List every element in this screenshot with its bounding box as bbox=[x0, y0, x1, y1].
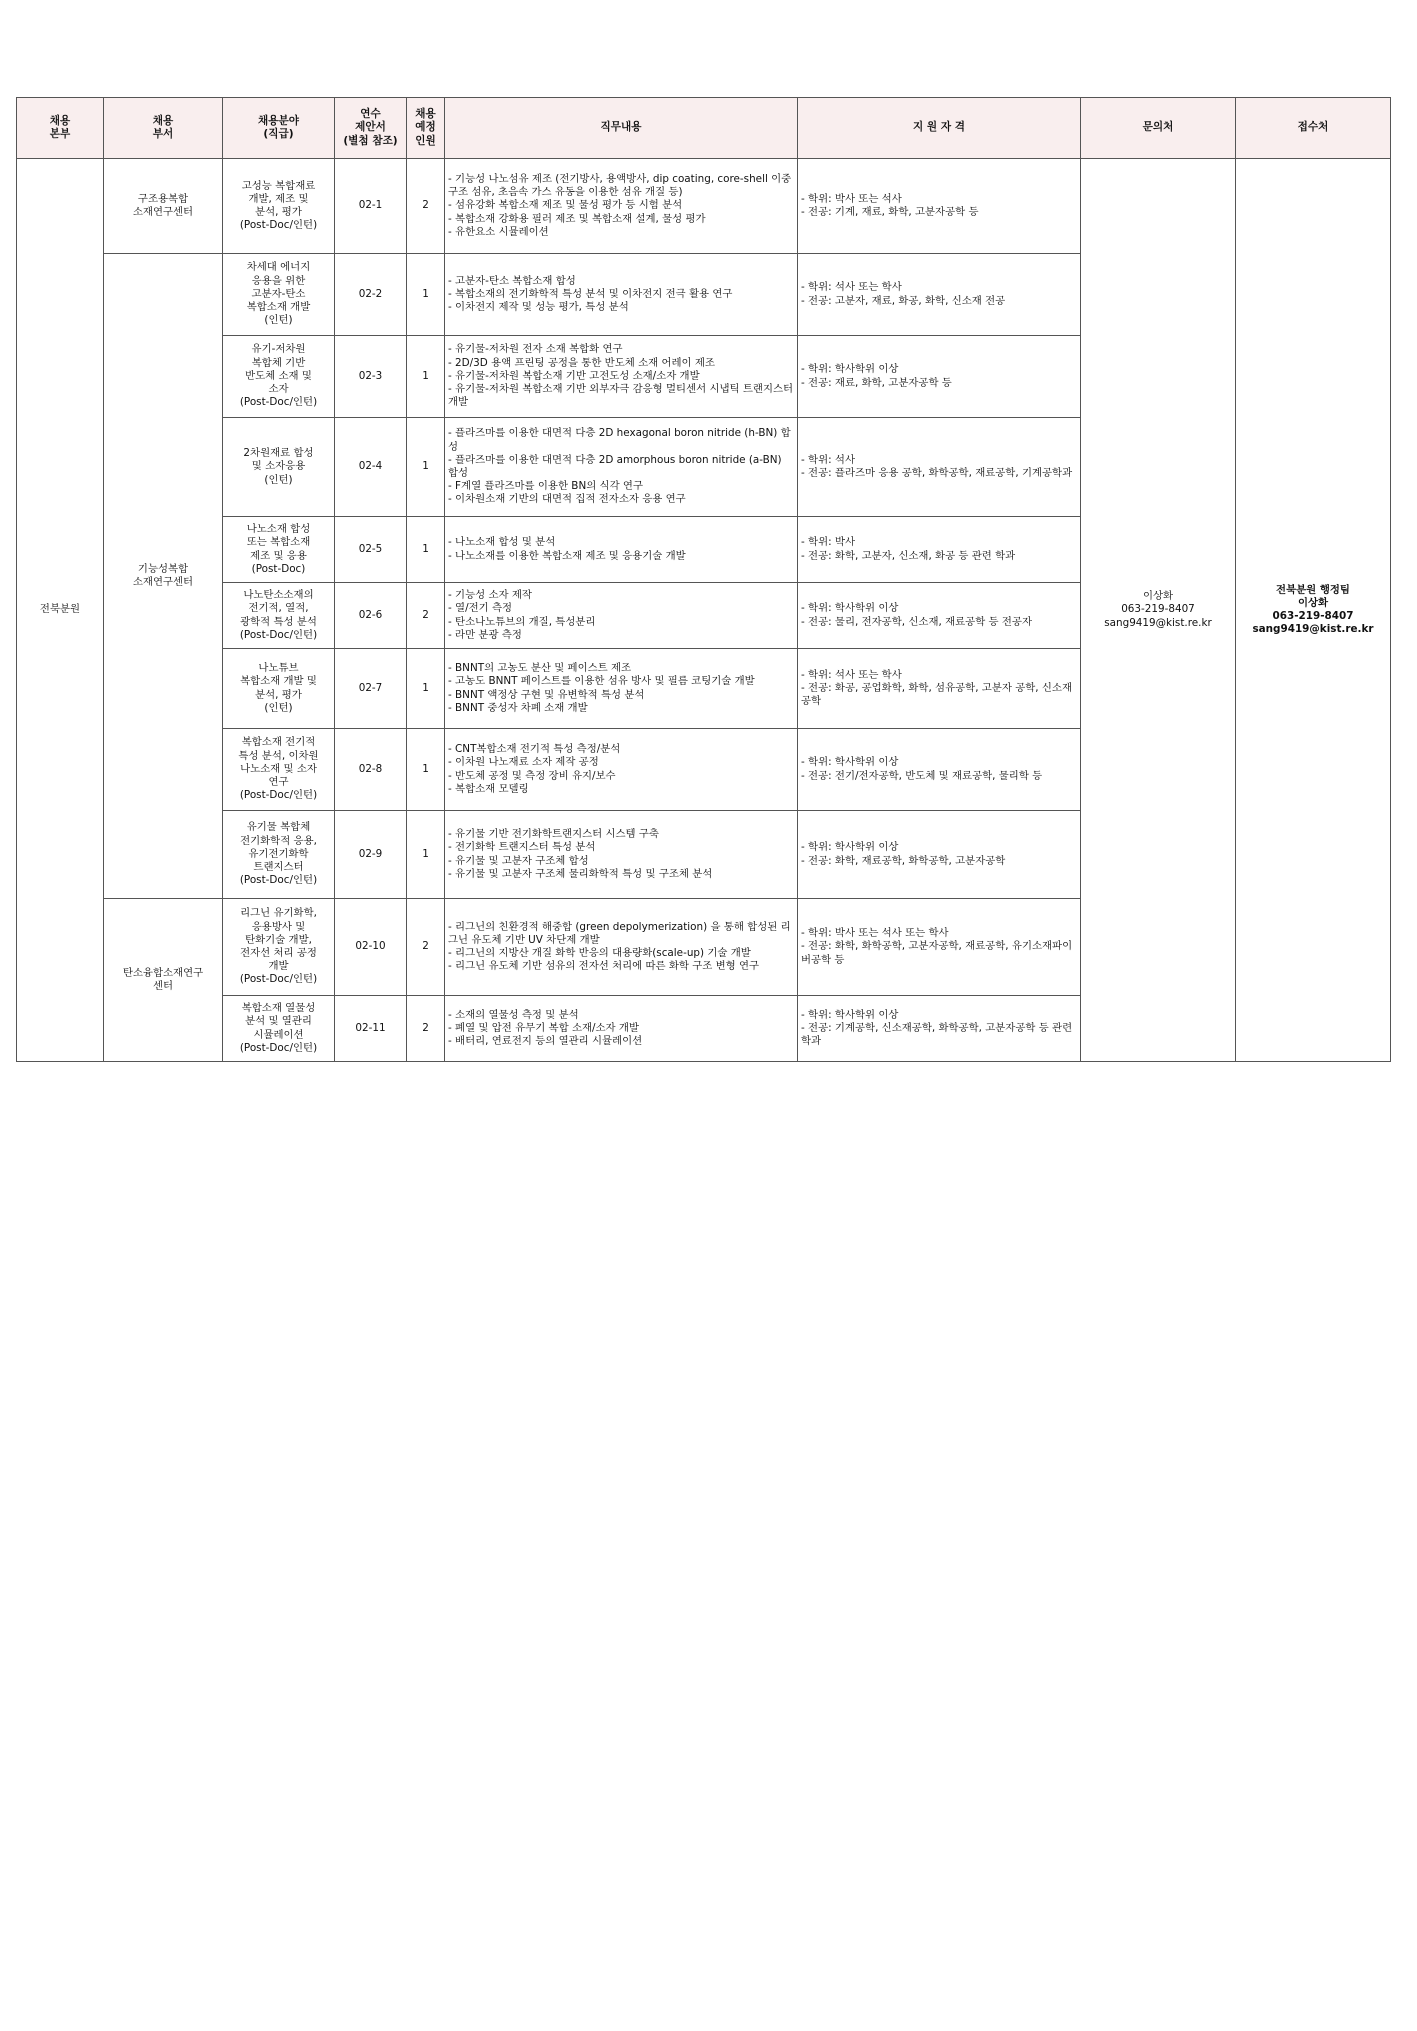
headcount-cell: 1 bbox=[407, 811, 445, 899]
qualification-cell bbox=[798, 899, 1081, 996]
duty-line: - 나노소재 합성 및 분석 bbox=[448, 536, 556, 549]
header-row bbox=[17, 98, 1391, 159]
duties-cell bbox=[445, 583, 798, 649]
duty-line: - 반도체 공정 및 측정 장비 유지/보수 bbox=[448, 769, 616, 782]
header-reception: 접수처 bbox=[1236, 98, 1391, 159]
qualification-cell bbox=[798, 583, 1081, 649]
duty-line: - 유기물 기반 전기화학트랜지스터 시스템 구축 bbox=[448, 828, 659, 841]
field-cell: 나노소재 합성 또는 복합소재 제조 및 응용 (Post-Doc) bbox=[223, 517, 335, 583]
field-cell: 나노튜브 복합소재 개발 및 분석, 평가 (인턴) bbox=[223, 649, 335, 729]
field-cell: 유기물 복합체 전기화학적 응용, 유기전기화학 트랜지스터 (Post-Doc/인턴) bbox=[223, 811, 335, 899]
duty-line: - 2D/3D 용액 프린팅 공정을 통한 반도체 소재 어레이 제조 bbox=[448, 356, 715, 369]
proposal-code-cell: 02-11 bbox=[335, 996, 407, 1062]
qualification-line: - 전공: 화학, 화학공학, 고분자공학, 재료공학, 유기소재파이버공학 등 bbox=[801, 940, 1073, 966]
duty-line: - 리그닌의 친환경적 해중합 (green depolymerization) 을 통해 합성된 리그닌 유도체 기반 UV 차단제 개발 bbox=[448, 920, 791, 946]
duty-line: - 복합소재 강화용 필러 제조 및 복합소재 설계, 물성 평가 bbox=[448, 212, 706, 225]
qualification-line: - 전공: 화학, 재료공학, 화학공학, 고분자공학 bbox=[801, 854, 1006, 867]
duty-line: - 이차전지 제작 및 성능 평가, 특성 분석 bbox=[448, 301, 629, 314]
department-cell: 구조용복합 소재연구센터 bbox=[104, 159, 223, 254]
qualification-cell bbox=[798, 517, 1081, 583]
qualification-line: - 전공: 기계공학, 신소재공학, 화학공학, 고분자공학 등 관련학과 bbox=[801, 1021, 1073, 1048]
qualification-cell bbox=[798, 649, 1081, 729]
duty-line: - 기능성 나노섬유 제조 (전기방사, 용액방사, dip coating, core-shell 이중구조 섬유, 초음속 가스 유동을 이용한 섬유 개질 등) bbox=[448, 172, 792, 199]
proposal-code-cell: 02-4 bbox=[335, 418, 407, 517]
qualification-cell bbox=[798, 418, 1081, 517]
qualification-line: - 전공: 화학, 고분자, 신소재, 화공 등 관련 학과 bbox=[801, 549, 1016, 562]
header-duties: 직무내용 bbox=[445, 98, 798, 159]
duties-cell bbox=[445, 899, 798, 996]
duty-line: - 유기물-저차원 복합소재 기반 고전도성 소재/소자 개발 bbox=[448, 369, 700, 382]
duty-line: - 배터리, 연료전지 등의 열관리 시뮬레이션 bbox=[448, 1035, 643, 1048]
duty-line: - 유기물 및 고분자 구조체 합성 bbox=[448, 854, 589, 867]
table-row bbox=[17, 159, 1391, 254]
reception-cell: 전북분원 행정팀 이상화 063-219-8407 sang9419@kist.re.kr bbox=[1236, 159, 1391, 1062]
proposal-code-cell: 02-5 bbox=[335, 517, 407, 583]
qualification-line: - 학위: 학사학위 이상 bbox=[801, 756, 899, 769]
field-cell: 유기-저차원 복합체 기반 반도체 소재 및 소자 (Post-Doc/인턴) bbox=[223, 336, 335, 418]
duty-line: - BNNT 중성자 차폐 소재 개발 bbox=[448, 701, 588, 714]
proposal-code-cell: 02-8 bbox=[335, 729, 407, 811]
qualification-line: - 학위: 학사학위 이상 bbox=[801, 602, 899, 615]
duty-line: - 유기물-저차원 전자 소재 복합화 연구 bbox=[448, 343, 623, 356]
field-cell: 복합소재 전기적 특성 분석, 이차원 나노소재 및 소자 연구 (Post-Doc/인턴) bbox=[223, 729, 335, 811]
headcount-cell: 1 bbox=[407, 729, 445, 811]
duty-line: - 이차원소재 기반의 대면적 집적 전자소자 응용 연구 bbox=[448, 493, 686, 506]
duty-line: - 열/전기 측정 bbox=[448, 602, 513, 615]
qualification-line: - 학위: 학사학위 이상 bbox=[801, 1008, 899, 1021]
qualification-line: - 전공: 플라즈마 응용 공학, 화학공학, 재료공학, 기계공학과 bbox=[801, 467, 1073, 479]
qualification-line: - 전공: 기계, 재료, 화학, 고분자공학 등 bbox=[801, 206, 979, 218]
qualification-line: - 전공: 재료, 화학, 고분자공학 등 bbox=[801, 376, 952, 389]
header-department: 채용 부서 bbox=[104, 98, 223, 159]
qualification-line: - 학위: 석사 또는 학사 bbox=[801, 281, 902, 294]
qualification-cell bbox=[798, 254, 1081, 336]
header-proposal: 연수 제안서 (별첨 참조) bbox=[335, 98, 407, 159]
duty-line: - 탄소나노튜브의 개질, 특성분리 bbox=[448, 615, 596, 628]
header-division: 채용 본부 bbox=[17, 98, 104, 159]
proposal-code-cell: 02-2 bbox=[335, 254, 407, 336]
duty-line: - 유기물-저차원 복합소재 기반 외부자극 감응형 멀티센서 시냅틱 트랜지스터 개발 bbox=[448, 383, 794, 409]
field-cell: 나노탄소소재의 전기적, 열적, 광학적 특성 분석 (Post-Doc/인턴) bbox=[223, 583, 335, 649]
duty-line: - BNNT의 고농도 분산 및 페이스트 제조 bbox=[448, 662, 632, 675]
duty-line: - 플라즈마를 이용한 대면적 다층 2D hexagonal boron nitride (h-BN) 합성 bbox=[448, 427, 791, 453]
qualification-line: - 학위: 학사학위 이상 bbox=[801, 363, 899, 376]
duty-line: - 복합소재 모델링 bbox=[448, 782, 529, 795]
field-cell: 2차원재료 합성 및 소자응용 (인턴) bbox=[223, 418, 335, 517]
duty-line: - 복합소재의 전기화학적 특성 분석 및 이차전지 전극 활용 연구 bbox=[448, 287, 733, 300]
duties-cell bbox=[445, 811, 798, 899]
duty-line: - F계열 플라즈마를 이용한 BN의 식각 연구 bbox=[448, 480, 644, 493]
qualification-cell bbox=[798, 811, 1081, 899]
qualification-line: - 학위: 학사학위 이상 bbox=[801, 841, 899, 854]
proposal-code-cell: 02-10 bbox=[335, 899, 407, 996]
duties-cell bbox=[445, 729, 798, 811]
duties-cell bbox=[445, 649, 798, 729]
qualification-line: - 전공: 화공, 공업화학, 화학, 섬유공학, 고분자 공학, 신소재 공학 bbox=[801, 681, 1073, 708]
duties-cell bbox=[445, 517, 798, 583]
duty-line: - 리그닌 유도체 기반 섬유의 전자선 처리에 따른 화학 구조 변형 연구 bbox=[448, 960, 760, 973]
headcount-cell: 1 bbox=[407, 418, 445, 517]
proposal-code-cell: 02-1 bbox=[335, 159, 407, 254]
field-cell: 고성능 복합재료 개발, 제조 및 분석, 평가 (Post-Doc/인턴) bbox=[223, 159, 335, 254]
headcount-cell: 1 bbox=[407, 517, 445, 583]
qualification-line: - 학위: 박사 또는 석사 bbox=[801, 192, 902, 205]
duty-line: - 플라즈마를 이용한 대면적 다층 2D amorphous boron nitride (a-BN) 합성 bbox=[448, 453, 782, 479]
header-contact: 문의처 bbox=[1081, 98, 1236, 159]
duty-line: - CNT복합소재 전기적 특성 측정/분석 bbox=[448, 743, 621, 756]
recruitment-table bbox=[16, 97, 1391, 1062]
proposal-code-cell: 02-7 bbox=[335, 649, 407, 729]
proposal-code-cell: 02-6 bbox=[335, 583, 407, 649]
headcount-cell: 1 bbox=[407, 254, 445, 336]
header-qualifications: 지 원 자 격 bbox=[798, 98, 1081, 159]
headcount-cell: 2 bbox=[407, 996, 445, 1062]
field-cell: 리그닌 유기화학, 응용방사 및 탄화기술 개발, 전자선 처리 공정 개발 (Post-Doc/인턴) bbox=[223, 899, 335, 996]
qualification-line: - 전공: 물리, 전자공학, 신소재, 재료공학 등 전공자 bbox=[801, 615, 1032, 628]
qualification-cell bbox=[798, 729, 1081, 811]
duty-line: - 폐열 및 압전 유무기 복합 소재/소자 개발 bbox=[448, 1021, 639, 1034]
department-cell: 탄소융합소재연구 센터 bbox=[104, 899, 223, 1062]
table-body bbox=[17, 159, 1391, 1062]
proposal-code-cell: 02-3 bbox=[335, 336, 407, 418]
division-cell: 전북분원 bbox=[17, 159, 104, 1062]
qualification-cell bbox=[798, 996, 1081, 1062]
duty-line: - 유기물 및 고분자 구조체 물리화학적 특성 및 구조체 분석 bbox=[448, 867, 713, 880]
qualification-line: - 학위: 박사 bbox=[801, 536, 856, 549]
duty-line: - 나노소재를 이용한 복합소재 제조 및 응용기술 개발 bbox=[448, 549, 686, 562]
proposal-code-cell: 02-9 bbox=[335, 811, 407, 899]
duties-cell bbox=[445, 418, 798, 517]
duty-line: - 고농도 BNNT 페이스트를 이용한 섬유 방사 및 필름 코팅기술 개발 bbox=[448, 675, 755, 688]
qualification-line: - 전공: 전기/전자공학, 반도체 및 재료공학, 물리학 등 bbox=[801, 769, 1043, 782]
duties-cell bbox=[445, 336, 798, 418]
qualification-line: - 학위: 박사 또는 석사 또는 학사 bbox=[801, 927, 949, 940]
duty-line: - 소재의 열물성 측정 및 분석 bbox=[448, 1008, 579, 1021]
headcount-cell: 1 bbox=[407, 336, 445, 418]
headcount-cell: 1 bbox=[407, 649, 445, 729]
qualification-line: - 학위: 석사 bbox=[801, 453, 856, 466]
field-cell: 차세대 에너지 응용을 위한 고분자-탄소 복합소재 개발 (인턴) bbox=[223, 254, 335, 336]
qualification-line: - 전공: 고분자, 재료, 화공, 화학, 신소재 전공 bbox=[801, 294, 1006, 307]
duty-line: - 라만 분광 측정 bbox=[448, 628, 522, 641]
duty-line: - 고분자-탄소 복합소재 합성 bbox=[448, 274, 576, 287]
field-cell: 복합소재 열물성 분석 및 열관리 시뮬레이션 (Post-Doc/인턴) bbox=[223, 996, 335, 1062]
duty-line: - 이차원 나노재료 소자 제작 공정 bbox=[448, 756, 599, 769]
duties-cell bbox=[445, 996, 798, 1062]
department-cell: 기능성복합 소재연구센터 bbox=[104, 254, 223, 899]
duty-line: - 리그닌의 지방산 개질 화학 반응의 대용량화(scale-up) 기술 개발 bbox=[448, 947, 751, 959]
contact-cell: 이상화 063-219-8407 sang9419@kist.re.kr bbox=[1081, 159, 1236, 1062]
duty-line: - 기능성 소자 제작 bbox=[448, 589, 532, 602]
header-count: 채용 예정 인원 bbox=[407, 98, 445, 159]
duty-line: - 섬유강화 복합소재 제조 및 물성 평가 등 시험 분석 bbox=[448, 199, 683, 212]
qualification-line: - 학위: 석사 또는 학사 bbox=[801, 668, 902, 681]
qualification-cell bbox=[798, 336, 1081, 418]
duties-cell bbox=[445, 159, 798, 254]
headcount-cell: 2 bbox=[407, 159, 445, 254]
headcount-cell: 2 bbox=[407, 899, 445, 996]
duties-cell bbox=[445, 254, 798, 336]
headcount-cell: 2 bbox=[407, 583, 445, 649]
duty-line: - 전기화학 트랜지스터 특성 분석 bbox=[448, 841, 596, 854]
qualification-cell bbox=[798, 159, 1081, 254]
header-field: 채용분야 (직급) bbox=[223, 98, 335, 159]
duty-line: - BNNT 액정상 구현 및 유변학적 특성 분석 bbox=[448, 688, 645, 701]
duty-line: - 유한요소 시뮬레이션 bbox=[448, 225, 549, 238]
